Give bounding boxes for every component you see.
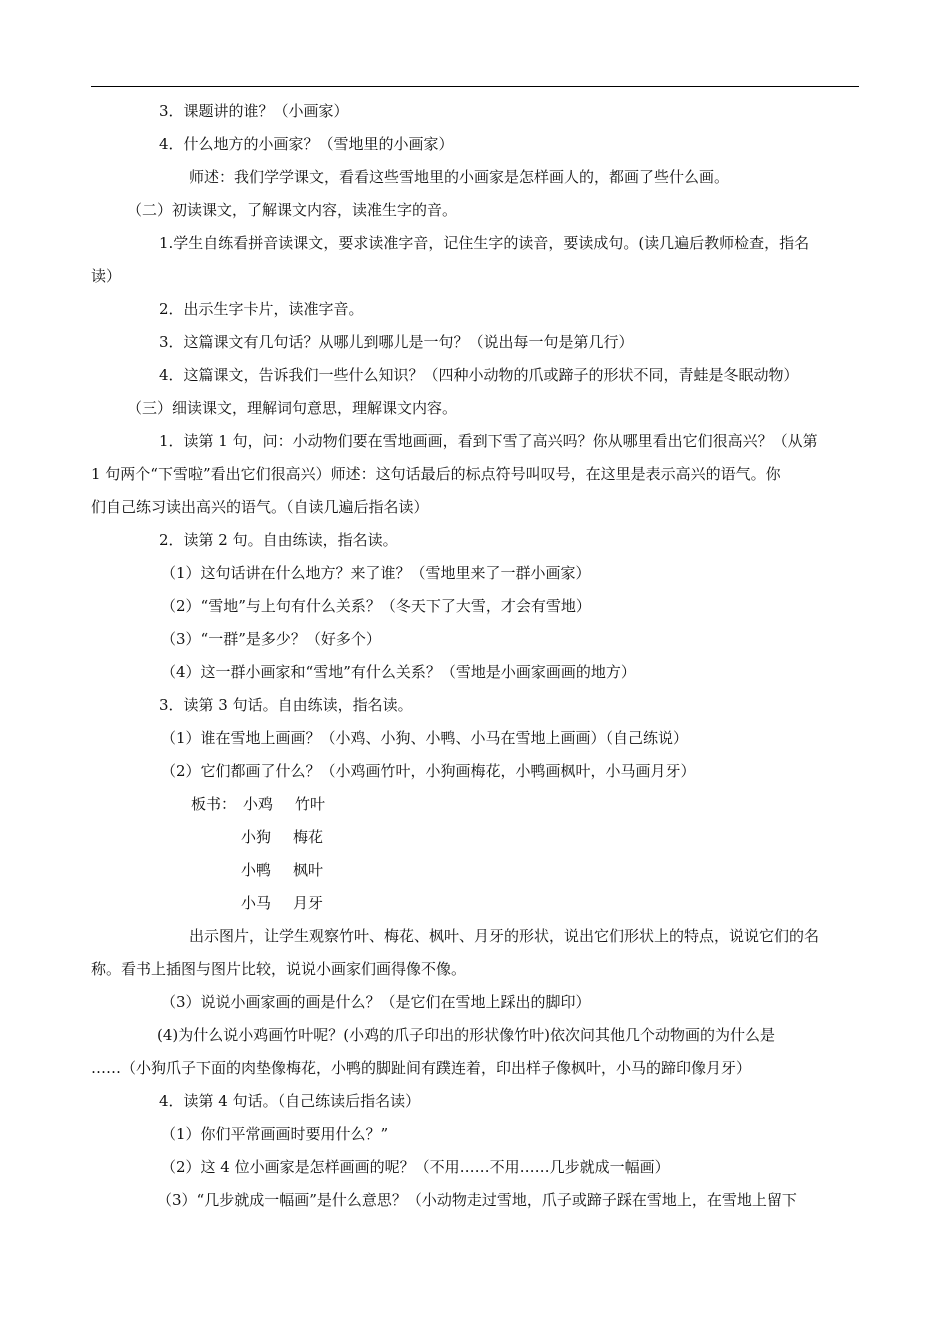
text-line: 师述：我们学学课文，看看这些雪地里的小画家是怎样画人的，都画了些什么画。 [189, 168, 730, 186]
board-label: 板书： [191, 795, 237, 813]
text-line: （3）“几步就成一幅画”是什么意思？（小动物走过雪地，爪子或蹄子踩在雪地上，在雪地上留下 [157, 1191, 797, 1209]
text-line: 出示图片，让学生观察竹叶、梅花、枫叶、月牙的形状，说出它们形状上的特点，说说它们的名 [189, 927, 820, 945]
board-drawing: 竹叶 [295, 795, 326, 813]
board-row [91, 854, 859, 887]
board-drawing: 月牙 [293, 894, 324, 912]
board-animal: 小狗 [241, 828, 272, 846]
board-animal: 小马 [241, 894, 272, 912]
text-line: 2．出示生字卡片，读准字音。 [159, 300, 364, 318]
text-line: 2．读第 2 句。自由练读，指名读。 [159, 531, 398, 549]
text-line: 4．这篇课文，告诉我们一些什么知识？（四种小动物的爪或蹄子的形状不同，青蛙是冬眠动物） [159, 366, 799, 384]
text-line: (4)为什么说小鸡画竹叶呢？(小鸡的爪子印出的形状像竹叶)依次问其他几个动物画的为什么是 [157, 1026, 775, 1044]
text-line: 3．读第 3 句话。自由练读，指名读。 [159, 696, 413, 714]
text-line: （2）“雪地”与上句有什么关系？（冬天下了大雪，才会有雪地） [161, 597, 591, 615]
board-row [91, 821, 859, 854]
text-line: 们自己练习读出高兴的语气。（自读几遍后指名读） [91, 498, 429, 516]
text-line: （2）这 4 位小画家是怎样画画的呢？（不用……不用……几步就成一幅画） [161, 1158, 670, 1176]
board-animal: 小鸡 [243, 795, 274, 813]
text-line: （3）“一群”是多少？（好多个） [161, 630, 381, 648]
text-line: 1．读第 1 句，问：小动物们要在雪地画画，看到下雪了高兴吗？你从哪里看出它们很高兴？（从第 [159, 432, 818, 450]
text-line: （2）它们都画了什么？（小鸡画竹叶，小狗画梅花，小鸭画枫叶，小马画月牙） [161, 762, 696, 780]
text-line: （4）这一群小画家和“雪地”有什么关系？（雪地是小画家画画的地方） [161, 663, 636, 681]
text-line: 读） [91, 267, 122, 285]
header-rule [91, 86, 859, 87]
text-line: （1）这句话讲在什么地方？来了谁？（雪地里来了一群小画家） [161, 564, 591, 582]
text-line: 1.学生自练看拼音读课文，要求读准字音，记住生字的读音，要读成句。(读几遍后教师检查，指名 [159, 234, 810, 252]
text-line: （1）谁在雪地上画画？（小鸡、小狗、小鸭、小马在雪地上画画）（自己练说） [161, 729, 689, 747]
text-line: ……（小狗爪子下面的肉垫像梅花，小鸭的脚趾间有蹼连着，印出样子像枫叶，小马的蹄印像月牙） [91, 1059, 752, 1077]
board-animal: 小鸭 [241, 861, 272, 879]
text-line: 1 句两个“下雪啦”看出它们很高兴）师述：这句话最后的标点符号叫叹号，在这里是表示高兴的语气。你 [91, 465, 781, 483]
document-body [91, 95, 859, 1217]
board-row [91, 887, 859, 920]
text-line: 称。看书上插图与图片比较，说说小画家们画得像不像。 [91, 960, 467, 978]
text-line: （1）你们平常画画时要用什么？” [161, 1125, 389, 1143]
section-heading: （二）初读课文，了解课文内容，读准生字的音。 [127, 201, 458, 219]
text-line: （3）说说小画家画的画是什么？（是它们在雪地上踩出的脚印） [161, 993, 591, 1011]
text-line: 4．读第 4 句话。（自己练读后指名读） [159, 1092, 421, 1110]
text-line: 4．什么地方的小画家？（雪地里的小画家） [159, 135, 454, 153]
section-heading: （三）细读课文，理解词句意思，理解课文内容。 [127, 399, 458, 417]
text-line: 3．课题讲的谁？（小画家） [159, 102, 349, 120]
text-line: 3．这篇课文有几句话？从哪儿到哪儿是一句？（说出每一句是第几行） [159, 333, 634, 351]
board-drawing: 枫叶 [293, 861, 324, 879]
board-row [91, 788, 859, 821]
board-drawing: 梅花 [293, 828, 324, 846]
